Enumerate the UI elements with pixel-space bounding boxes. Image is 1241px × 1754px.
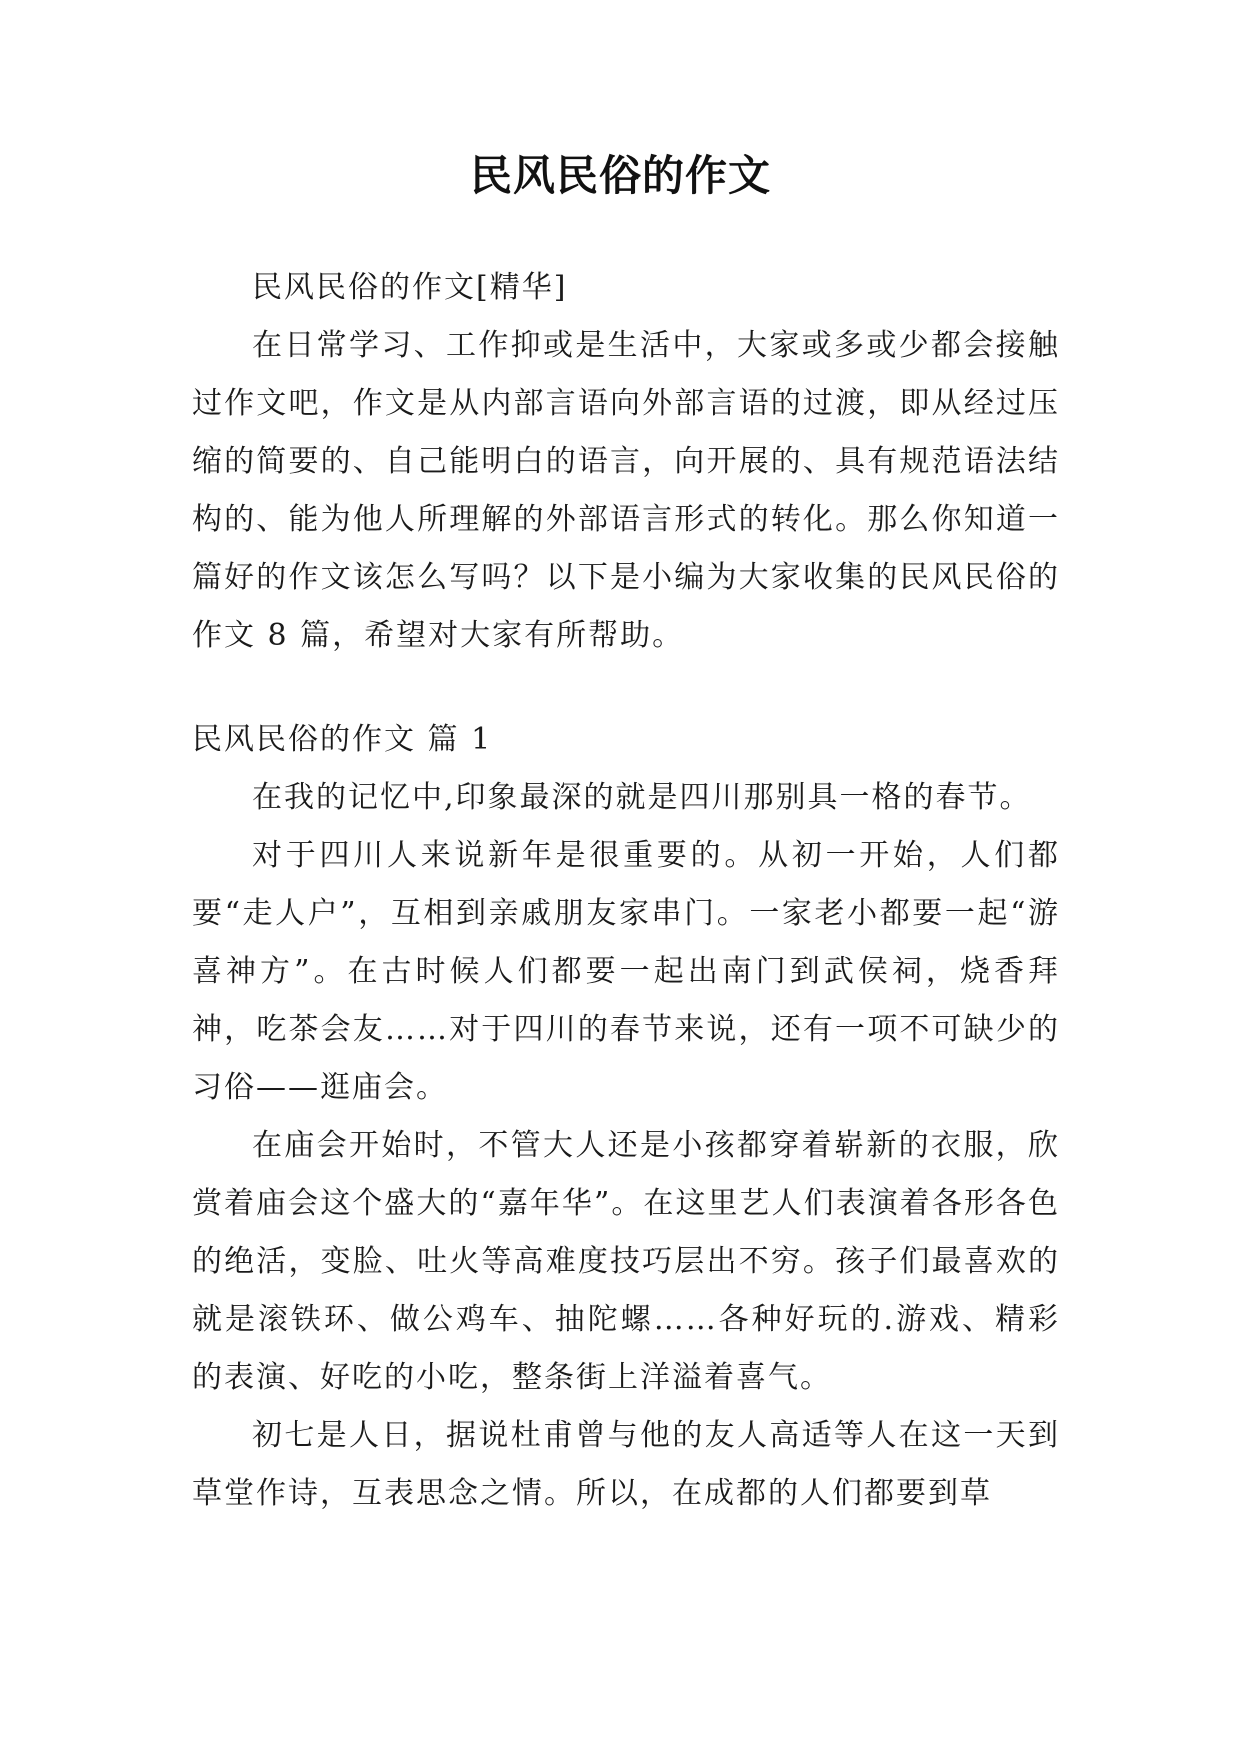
body-paragraph: 在我的记忆中,印象最深的就是四川那别具一格的春节。	[252, 780, 1032, 815]
document-body	[192, 259, 1060, 1523]
body-paragraph: 对于四川人来说新年是很重要的。从初一开始，人们都要“走人户”，互相到亲戚朋友家串门。一家老小都要一起“游喜神方”。在古时候人们都要一起出南门到武侯祠，烧香拜神，吃茶会友……对于四川的春节来说，还有一项不可缺少的习俗——逛庙会。	[192, 838, 1060, 1105]
body-paragraph: 在庙会开始时，不管大人还是小孩都穿着崭新的衣服，欣赏着庙会这个盛大的“嘉年华”。在这里艺人们表演着各形各色的绝活，变脸、吐火等高难度技巧层出不穷。孩子们最喜欢的就是滚铁环、做公鸡车、抽陀螺……各种好玩的.游戏、精彩的表演、好吃的小吃，整条街上洋溢着喜气。	[192, 1128, 1060, 1395]
document-title: 民风民俗的作文	[469, 151, 771, 200]
intro-paragraph: 在日常学习、工作抑或是生活中，大家或多或少都会接触过作文吧，作文是从内部言语向外部言语的过渡，即从经过压缩的简要的、自己能明白的语言，向开展的、具有规范语法结构的、能为他人所理解的外部语言形式的转化。那么你知道一篇好的作文该怎么写吗？以下是小编为大家收集的民风民俗的作文 8 篇，希望对大家有所帮助。	[192, 328, 1060, 653]
section-spacer	[192, 665, 1060, 711]
body-paragraph: 初七是人日，据说杜甫曾与他的友人高适等人在这一天到草堂作诗，互表思念之情。所以，在成都的人们都要到草	[192, 1418, 1060, 1511]
section-heading: 民风民俗的作文 篇 1	[192, 722, 493, 757]
document-subtitle: 民风民俗的作文[精华]	[252, 270, 568, 305]
